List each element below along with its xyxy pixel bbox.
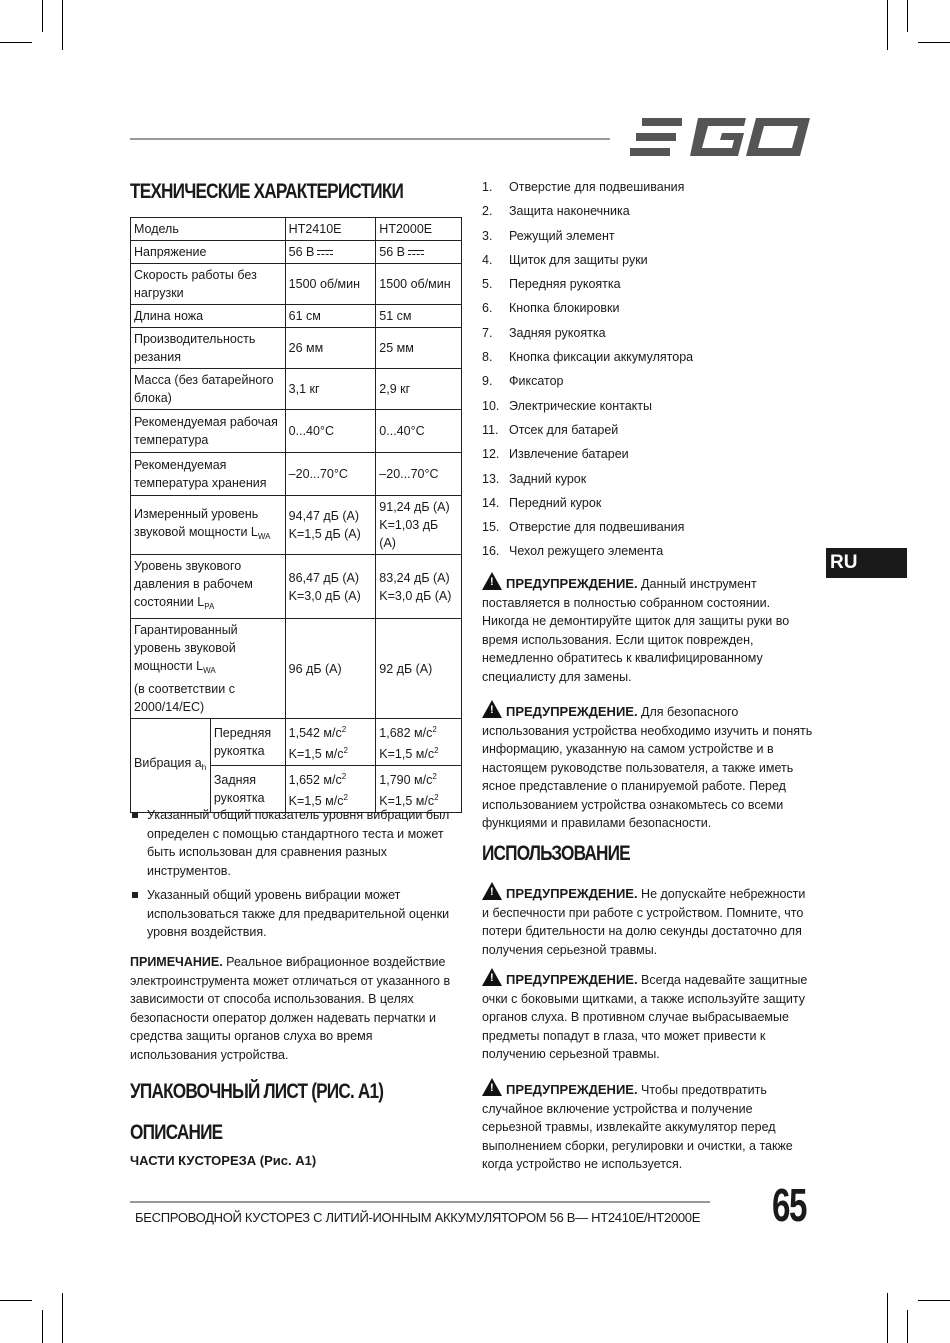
lwa-b1: 91,24 дБ (A)	[379, 500, 450, 514]
list-item	[482, 275, 693, 299]
list-item	[482, 372, 693, 396]
header-rule	[130, 138, 610, 140]
table-row	[131, 305, 462, 328]
warning-label: ПРЕДУПРЕЖДЕНИЕ.	[506, 704, 638, 719]
sq: 2	[432, 725, 437, 734]
sq: 2	[434, 793, 439, 802]
part-number: 2.	[482, 204, 493, 219]
lpa-b1: 83,24 дБ (A)	[379, 570, 450, 585]
spec-value	[285, 555, 376, 619]
vib-val: 1,790 м/с	[379, 773, 433, 787]
spec-value	[285, 719, 376, 766]
warning-label: ПРЕДУПРЕЖДЕНИЕ.	[506, 886, 638, 901]
warning-triangle-icon: !	[482, 700, 502, 718]
lpa-sub: PA	[204, 602, 215, 611]
part-number: 4.	[482, 252, 493, 267]
sq: 2	[343, 746, 348, 755]
part-name: Извлечение батареи	[509, 447, 629, 462]
part-name: Задний курок	[509, 471, 587, 486]
warning-2	[482, 700, 814, 833]
spec-label	[131, 496, 286, 555]
part-name: Отверстие для подвешивания	[509, 520, 685, 535]
lpa-label: Уровень звукового давления в рабочем состоянии L	[134, 559, 253, 609]
language-tab: RU	[826, 548, 907, 578]
warning-triangle-icon: !	[482, 882, 502, 900]
lwa-b2: K=1,03 дБ (A)	[379, 518, 439, 550]
sq: 2	[343, 793, 348, 802]
table-row	[131, 369, 462, 410]
warning-text: Данный инструмент поставляется в полностью собранном состоянии. Никогда не демонтируйте щиток для защиты руки во время использования. Если щиток поврежден, немедленно обратитесь к квалифицированному специалисту для замены.	[482, 577, 790, 684]
warning-text: Для безопасного использования устройства необходимо изучить и понять информацию, указанную на самом устройстве и в настоящем руководстве пользователя, а также иметь ясное представление о планируемой работе. Перед использованием устройства ознакомьтесь со всеми функциями и правилами безопасности.	[482, 705, 813, 830]
list-item	[482, 178, 693, 202]
spec-value	[285, 496, 376, 555]
note-paragraph	[130, 953, 460, 1064]
vib-val: 1,682 м/с	[379, 726, 433, 740]
spec-label	[131, 619, 286, 719]
list-item	[482, 324, 693, 348]
vib-val: 1,652 м/с	[288, 773, 342, 787]
part-number: 11.	[482, 422, 499, 437]
vib-rear-b1	[379, 768, 458, 789]
spec-value: HT2000E	[376, 218, 462, 241]
warning-text: Не допускайте небрежности и беспечности при работе с устройством. Помните, что потери бдительности на долю секунды достаточно для получения серьезной травмы.	[482, 887, 806, 957]
spec-value: 92 дБ (A)	[376, 619, 462, 719]
vib-label: Вибрация a	[134, 756, 202, 770]
crop-mark	[62, 0, 63, 50]
vib-rear-label: Задняя рукоятка	[210, 766, 285, 813]
crop-mark	[0, 1300, 32, 1301]
bullet-text: Указанный общий уровень вибрации может использоваться также для предварительной оценки уровня воздействия.	[147, 888, 450, 939]
sq: 2	[434, 746, 439, 755]
part-name: Фиксатор	[509, 374, 564, 389]
spec-value: 1500 об/мин	[376, 264, 462, 305]
crop-mark	[0, 42, 32, 43]
spec-value: 25 мм	[376, 328, 462, 369]
vib-val: K=1,5 м/с	[379, 794, 435, 808]
part-number: 13.	[482, 471, 500, 486]
parts-subheading: ЧАСТИ КУСТОРЕЗА (Рис. A1)	[130, 1153, 317, 1168]
part-number: 5.	[482, 277, 493, 292]
lwa-label: Измеренный уровень звуковой мощности L	[134, 506, 259, 539]
part-name: Передняя рукоятка	[509, 277, 621, 292]
part-number: 7.	[482, 325, 493, 340]
table-row	[131, 719, 462, 766]
vib-val: K=1,5 м/с	[288, 794, 344, 808]
part-number: 16.	[482, 544, 500, 559]
vib-front-b1	[379, 721, 458, 742]
spec-label	[131, 719, 211, 813]
lwa-a2: K=1,5 дБ (A)	[288, 527, 361, 541]
spec-label: Рекомендуемая рабочая температура	[131, 410, 286, 453]
specs-table	[130, 217, 462, 813]
list-item	[482, 494, 693, 518]
spec-label: Рекомендуемая температура хранения	[131, 453, 286, 496]
vib-val: K=1,5 м/с	[379, 747, 435, 761]
warning-5	[482, 1078, 814, 1174]
spec-value: 61 см	[285, 305, 376, 328]
page-number: 65	[772, 1179, 806, 1231]
warning-3	[482, 882, 814, 959]
spec-value: 1500 об/мин	[285, 264, 376, 305]
warning-triangle-icon: !	[482, 572, 502, 590]
crop-mark	[887, 1293, 888, 1343]
note-label: ПРИМЕЧАНИЕ.	[130, 955, 223, 969]
lwa-a1: 94,47 дБ (A)	[288, 509, 360, 523]
spec-value: 96 дБ (A)	[285, 619, 376, 719]
spec-value	[376, 496, 462, 555]
bullet-icon	[132, 812, 138, 818]
crop-mark	[62, 1293, 63, 1343]
table-row	[131, 328, 462, 369]
list-item	[482, 445, 693, 469]
table-row	[131, 619, 462, 719]
part-number: 3.	[482, 228, 493, 243]
table-row	[131, 218, 462, 241]
dc-symbol-icon	[408, 250, 424, 256]
spec-label: Масса (без батарейного блока)	[131, 369, 286, 410]
crop-mark	[918, 42, 950, 43]
part-name: Кнопка блокировки	[509, 301, 620, 316]
part-name: Кнопка фиксации аккумулятора	[509, 350, 694, 365]
sq: 2	[341, 772, 347, 781]
list-item	[482, 251, 693, 275]
table-row	[131, 410, 462, 453]
list-item	[482, 470, 693, 494]
warning-triangle-icon: !	[482, 968, 502, 986]
spec-value: 26 мм	[285, 328, 376, 369]
crop-mark	[42, 1310, 43, 1343]
warning-text: Чтобы предотвратить случайное включение устройства и получение серьезной травмы, извлекайте аккумулятор перед выполнением сборки, регулировки и очистки, а также когда устройство не используется.	[482, 1083, 793, 1171]
vib-front-b2	[379, 742, 458, 763]
spec-value: –20...70°C	[285, 453, 376, 496]
warning-label: ПРЕДУПРЕЖДЕНИЕ.	[506, 972, 638, 987]
part-name: Передний курок	[509, 495, 602, 510]
part-name: Щиток для защиты руки	[509, 252, 648, 267]
vib-rear-a1	[289, 768, 373, 789]
packing-list-heading: УПАКОВОЧНЫЙ ЛИСТ (РИС. A1)	[130, 1080, 384, 1103]
spec-value: 0...40°C	[285, 410, 376, 453]
glwa-label-2: (в соответствии с 2000/14/EC)	[134, 682, 235, 714]
vib-val: 1,542 м/с	[288, 726, 342, 740]
part-name: Задняя рукоятка	[509, 325, 606, 340]
part-number: 10.	[482, 398, 500, 413]
warning-label: ПРЕДУПРЕЖДЕНИЕ.	[506, 576, 638, 591]
vib-front-a2	[289, 742, 373, 763]
list-item	[482, 227, 693, 251]
list-item	[482, 421, 693, 445]
glwa-sub: WA	[203, 666, 216, 675]
list-item	[482, 542, 693, 566]
crop-mark	[907, 0, 908, 32]
part-number: 12.	[482, 447, 500, 462]
spec-value: –20...70°C	[376, 453, 462, 496]
part-name: Защита наконечника	[509, 204, 630, 219]
table-row	[131, 496, 462, 555]
ego-logo	[628, 116, 812, 158]
bullet-text: Указанный общий показатель уровня вибрации был определен с помощью стандартного теста и может быть использован для сравнения разных инструментов.	[147, 808, 450, 878]
bullet-icon	[132, 892, 138, 898]
part-number: 9.	[482, 374, 493, 389]
dc-symbol-icon	[317, 250, 333, 256]
spec-value: 3,1 кг	[285, 369, 376, 410]
table-row	[131, 453, 462, 496]
note-text: Реальное вибрационное воздействие электроинструмента может отличаться от указанного в зависимости от способа использования. В целях безопасности оператор должен надевать перчатки и средства защиты органов слуха во время использования устройства.	[130, 955, 451, 1062]
voltage-b: 56 В	[379, 245, 406, 259]
vib-front-label: Передняя рукоятка	[210, 719, 285, 766]
spec-label	[131, 555, 286, 619]
part-number: 15.	[482, 520, 500, 535]
parts-list	[482, 178, 693, 567]
lwa-sub: WA	[257, 531, 271, 541]
warning-triangle-icon: !	[482, 1078, 502, 1096]
part-number: 14.	[482, 495, 500, 510]
spec-label: Напряжение	[131, 241, 286, 264]
table-row	[131, 241, 462, 264]
part-name: Отверстие для подвешивания	[509, 180, 685, 194]
vibration-bullets	[130, 806, 460, 948]
list-item	[130, 886, 460, 942]
list-item	[130, 806, 460, 880]
vib-front-a1	[289, 721, 373, 742]
spec-label: Длина ножа	[131, 305, 286, 328]
spec-value: 0...40°C	[376, 410, 462, 453]
sq: 2	[432, 772, 437, 781]
sq: 2	[341, 725, 347, 734]
crop-mark	[42, 0, 43, 32]
spec-value	[376, 555, 462, 619]
spec-value: 51 см	[376, 305, 462, 328]
list-item	[482, 397, 693, 421]
footer-rule	[130, 1201, 710, 1203]
voltage-a: 56 В	[288, 245, 315, 259]
table-row	[131, 555, 462, 619]
usage-heading: ИСПОЛЬЗОВАНИЕ	[482, 842, 630, 865]
tech-specs-heading: ТЕХНИЧЕСКИЕ ХАРАКТЕРИСТИКИ	[130, 180, 404, 203]
vib-val: K=1,5 м/с	[288, 747, 344, 761]
spec-label: Модель	[131, 218, 286, 241]
spec-value: HT2410E	[285, 218, 376, 241]
part-number: 6.	[482, 301, 493, 316]
footer-text: БЕСПРОВОДНОЙ КУСТОРЕЗ С ЛИТИЙ-ИОННЫМ АККУМУЛЯТОРОМ 56 В— HT2410E/HT2000E	[135, 1210, 701, 1225]
list-item	[482, 202, 693, 226]
spec-value	[376, 719, 462, 766]
part-number: 1.	[482, 180, 493, 194]
lpa-a2: K=3,0 дБ (A)	[288, 588, 361, 603]
warning-1	[482, 572, 814, 686]
table-row	[131, 264, 462, 305]
vib-sub: h	[201, 763, 207, 772]
spec-value: 2,9 кг	[376, 369, 462, 410]
warning-label: ПРЕДУПРЕЖДЕНИЕ.	[506, 1082, 638, 1097]
spec-value	[376, 241, 462, 264]
part-name: Режущий элемент	[509, 228, 615, 243]
part-number: 8.	[482, 350, 493, 365]
list-item	[482, 518, 693, 542]
crop-mark	[918, 1300, 950, 1301]
crop-mark	[907, 1310, 908, 1343]
lpa-b2: K=3,0 дБ (A)	[379, 588, 452, 603]
spec-label: Скорость работы без нагрузки	[131, 264, 286, 305]
part-name: Отсек для батарей	[509, 422, 619, 437]
part-name: Электрические контакты	[509, 398, 652, 413]
warning-text: Всегда надевайте защитные очки с боковыми щитками, а также используйте защиту органов слуха. В противном случае выбрасываемые предметы попадут в глаза, что может привести к получению серьезной травмы.	[482, 973, 808, 1061]
lpa-a1: 86,47 дБ (A)	[288, 570, 360, 585]
warning-4	[482, 968, 814, 1064]
part-name: Чехол режущего элемента	[509, 544, 664, 559]
list-item	[482, 299, 693, 323]
spec-label: Производительность резания	[131, 328, 286, 369]
list-item	[482, 348, 693, 372]
crop-mark	[887, 0, 888, 50]
spec-value	[285, 241, 376, 264]
glwa-label: Гарантированный уровень звуковой мощности L	[134, 623, 238, 673]
description-heading: ОПИСАНИЕ	[130, 1121, 223, 1144]
